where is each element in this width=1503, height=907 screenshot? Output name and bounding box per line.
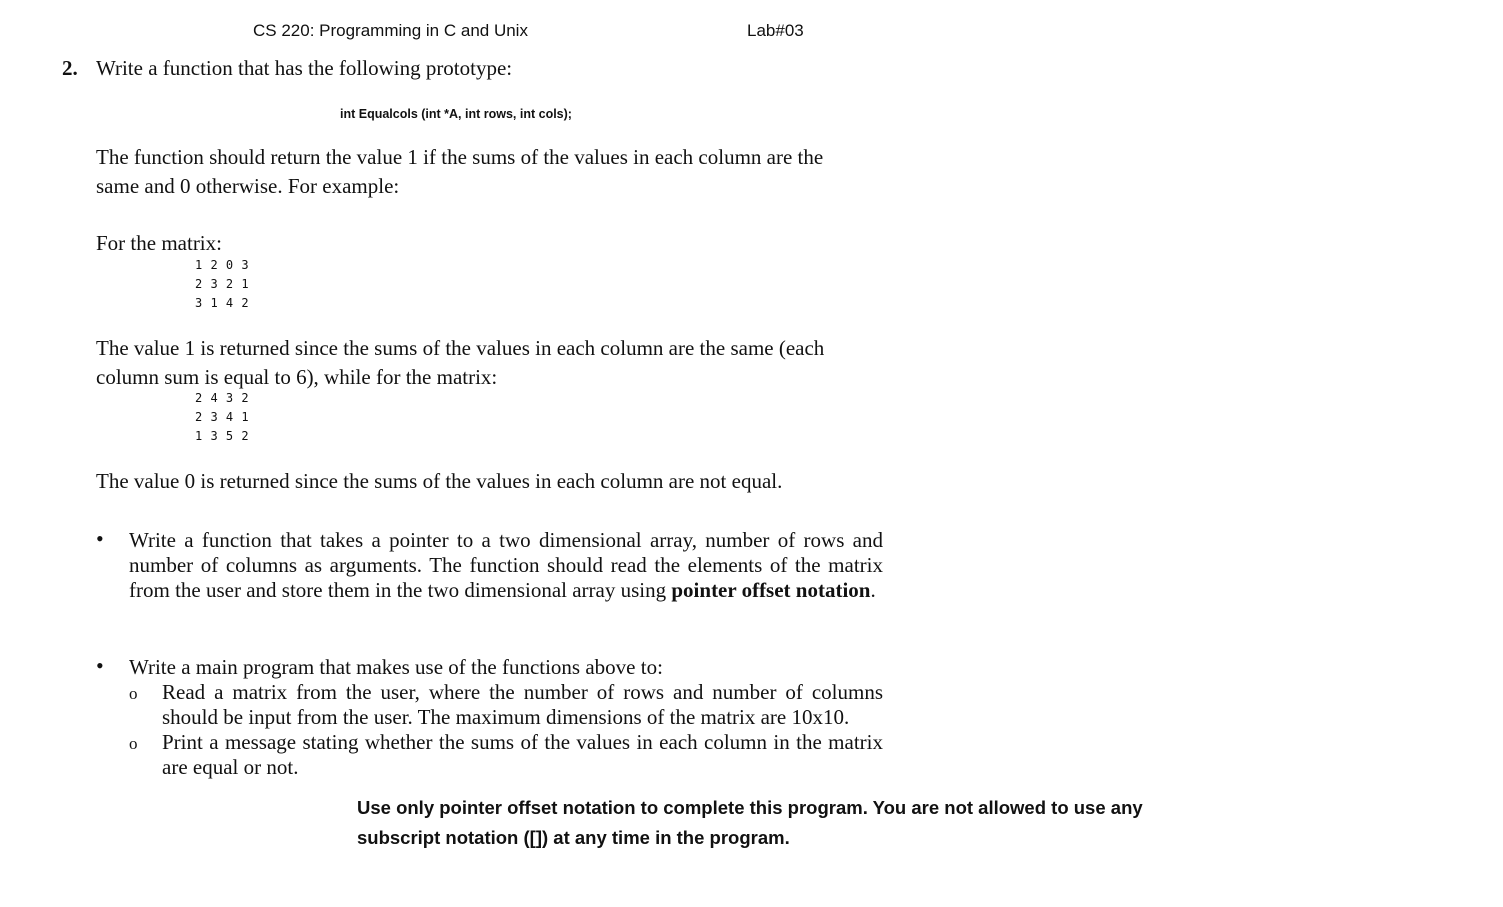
for-matrix-label: For the matrix: bbox=[96, 231, 222, 255]
sub-bullet-o-icon: o bbox=[129, 734, 138, 753]
matrix-example-2 bbox=[195, 389, 249, 446]
question-number: 2. bbox=[62, 56, 78, 80]
result-1-line-2: column sum is equal to 6), while for the matrix: bbox=[96, 365, 498, 389]
bullet-bold-term: pointer offset notation bbox=[671, 578, 871, 602]
matrix-row: 2 3 4 1 bbox=[195, 410, 250, 424]
sub-bullet-o-icon: o bbox=[129, 684, 138, 703]
matrix-row: 2 3 2 1 bbox=[195, 277, 250, 291]
return-description-line-1: The function should return the value 1 if the sums of the values in each column are the bbox=[96, 145, 824, 169]
matrix-row: 1 3 5 2 bbox=[195, 429, 250, 443]
bullet-text: Write a function that takes a pointer to a two dimensional array, number of rows and number of columns as arguments. The function should read the elements of the matrix from the user and store them in the two dimensional array using bbox=[129, 528, 883, 602]
sub-bullet-read-matrix: Read a matrix from the user, where the number of rows and number of columns should be input from the user. The maximum dimensions of the matrix are 10x10. bbox=[162, 680, 883, 729]
matrix-row: 2 4 3 2 bbox=[195, 391, 250, 405]
course-title: CS 220: Programming in C and Unix bbox=[253, 21, 528, 40]
matrix-example-1 bbox=[195, 256, 249, 313]
return-description-line-2: same and 0 otherwise. For example: bbox=[96, 174, 400, 198]
matrix-row: 1 2 0 3 bbox=[195, 258, 250, 272]
bullet-end: . bbox=[870, 578, 876, 602]
result-1-line-1: The value 1 is returned since the sums of the values in each column are the same (each bbox=[96, 336, 825, 360]
result-2: The value 0 is returned since the sums of the values in each column are not equal. bbox=[96, 469, 783, 493]
bullet-read-function bbox=[129, 528, 883, 603]
bullet-dot-icon: • bbox=[96, 653, 104, 678]
pointer-notation-note: Use only pointer offset notation to complete this program. You are not allowed to use any subscript notation ([]) at any time in the program. bbox=[357, 797, 1143, 848]
sub-bullet-print-message: Print a message stating whether the sums of the values in each column in the matrix are equal or not. bbox=[162, 730, 883, 779]
bullet-main-program: Write a main program that makes use of the functions above to: bbox=[129, 655, 663, 679]
bullet-dot-icon: • bbox=[96, 526, 104, 551]
function-prototype: int Equalcols (int *A, int rows, int cols); bbox=[340, 107, 572, 121]
question-intro: Write a function that has the following prototype: bbox=[96, 56, 513, 80]
matrix-row: 3 1 4 2 bbox=[195, 296, 250, 310]
lab-number: Lab#03 bbox=[747, 21, 804, 40]
